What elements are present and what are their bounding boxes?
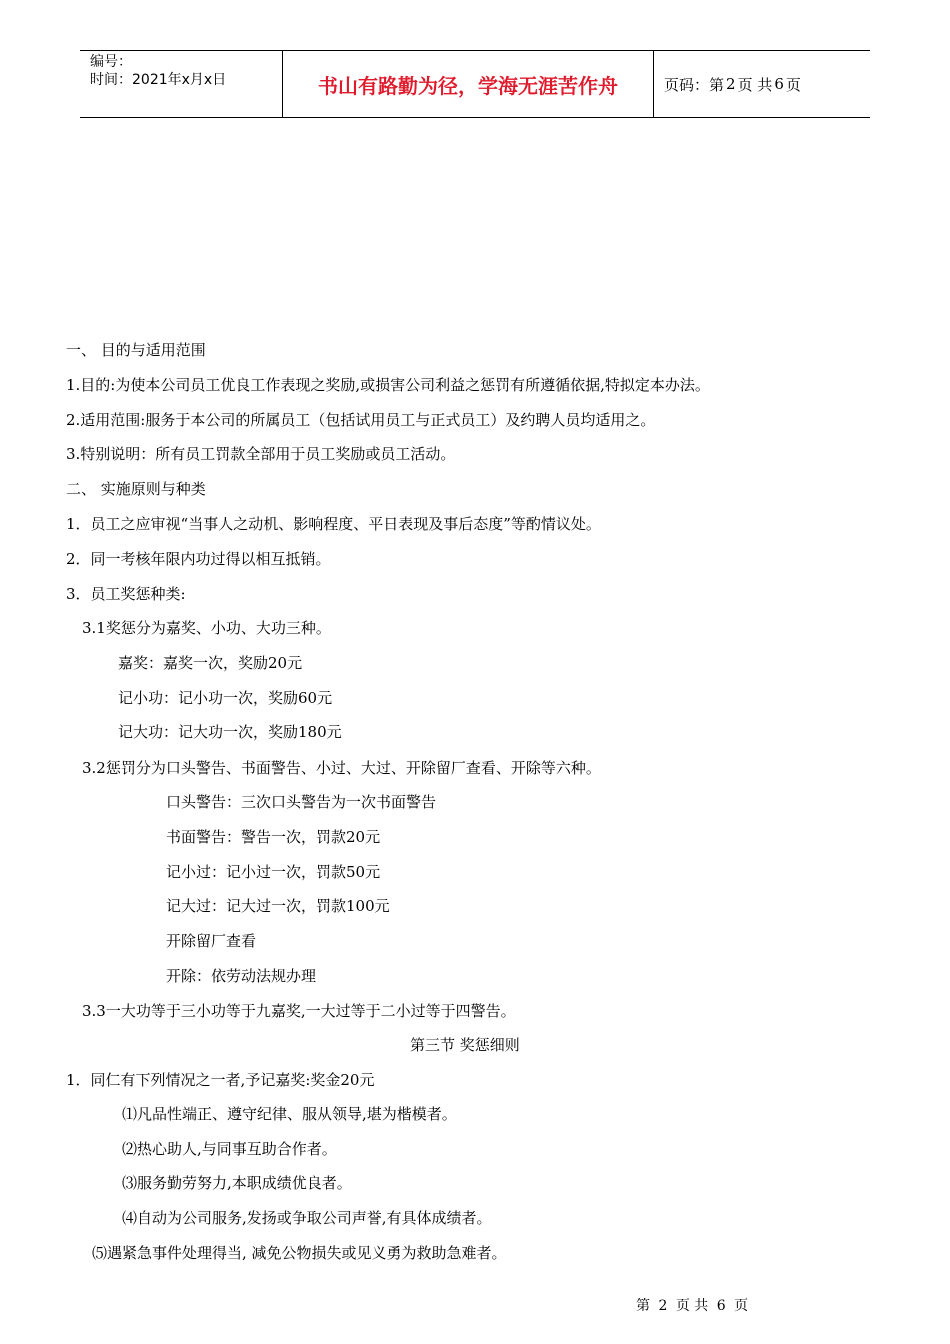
paragraph: 1.目的:为使本公司员工优良工作表现之奖励,或损害公司利益之惩罚有所遵循依据,特拟定本办法。 [66,376,710,394]
footer-current-page: 2 [658,1298,668,1314]
list-item: 记大功：记大功一次，奖励180元 [118,723,342,741]
time-label: 时间：2021年x月x日 [90,72,227,88]
paragraph: 1．同仁有下列情况之一者,予记嘉奖:奖金20元 [66,1071,375,1089]
page-label-suffix: 页 [785,75,801,94]
paragraph: 2.适用范围:服务于本公司的所属员工（包括试用员工与正式员工）及约聘人员均适用之。 [66,411,656,429]
list-item: 书面警告：警告一次，罚款20元 [166,828,381,846]
header-motto: 书山有路勤为径，学海无涯苦作舟 [282,51,654,117]
page-footer [636,1295,752,1315]
paragraph: 2．同一考核年限内功过得以相互抵销。 [66,550,331,568]
sub-paragraph: 3.1奖惩分为嘉奖、小功、大功三种。 [82,619,331,637]
footer-total-pages: 6 [716,1298,726,1314]
sub-paragraph: 3.2惩罚分为口头警告、书面警告、小过、大过、开除留厂查看、开除等六种。 [82,759,601,777]
section-heading: 一、 目的与适用范围 [66,341,206,359]
paragraph: 3．员工奖惩种类: [66,585,186,603]
list-item: 开除：依劳动法规办理 [166,967,317,985]
sub-paragraph: 3.3一大功等于三小功等于九嘉奖,一大过等于二小过等于四警告。 [82,1002,516,1020]
footer-mid: 页 共 [675,1298,709,1314]
list-item: ⑴凡品性端正、遵守纪律、服从领导,堪为楷模者。 [122,1105,457,1123]
footer-suffix: 页 [734,1298,749,1314]
paragraph: 3.特别说明：所有员工罚款全部用于员工奖励或员工活动。 [66,445,456,463]
list-item: 口头警告：三次口头警告为一次书面警告 [166,793,437,811]
header-page-number [654,51,870,117]
header-meta [80,51,282,117]
page-header [80,50,870,118]
list-item: 嘉奖：嘉奖一次，奖励20元 [118,654,303,672]
list-item: 记小过：记小过一次，罚款50元 [166,863,381,881]
serial-label: 编号： [90,54,132,70]
list-item: ⑸遇紧急事件处理得当, 减免公物损失或见义勇为救助急难者。 [92,1244,507,1262]
page-total: 6 [774,75,784,93]
list-item: 记小功：记小功一次，奖励60元 [118,689,333,707]
page-label-prefix: 页码：第 [664,75,725,94]
list-item: 开除留厂查看 [166,932,257,950]
section-heading: 二、 实施原则与种类 [66,480,206,498]
list-item: ⑶服务勤劳努力,本职成绩优良者。 [122,1174,352,1192]
section-title: 第三节 奖惩细则 [410,1036,520,1054]
page-current: 2 [726,75,736,93]
page-label-mid: 页 共 [737,75,773,94]
list-item: 记大过：记大过一次，罚款100元 [166,897,390,915]
paragraph: 1．员工之应审视“当事人之动机、影响程度、平日表现及事后态度”等酌情议处。 [66,515,601,533]
list-item: ⑵热心助人,与同事互助合作者。 [122,1140,337,1158]
footer-prefix: 第 [636,1298,650,1314]
list-item: ⑷自动为公司服务,发扬或争取公司声誉,有具体成绩者。 [122,1209,492,1227]
